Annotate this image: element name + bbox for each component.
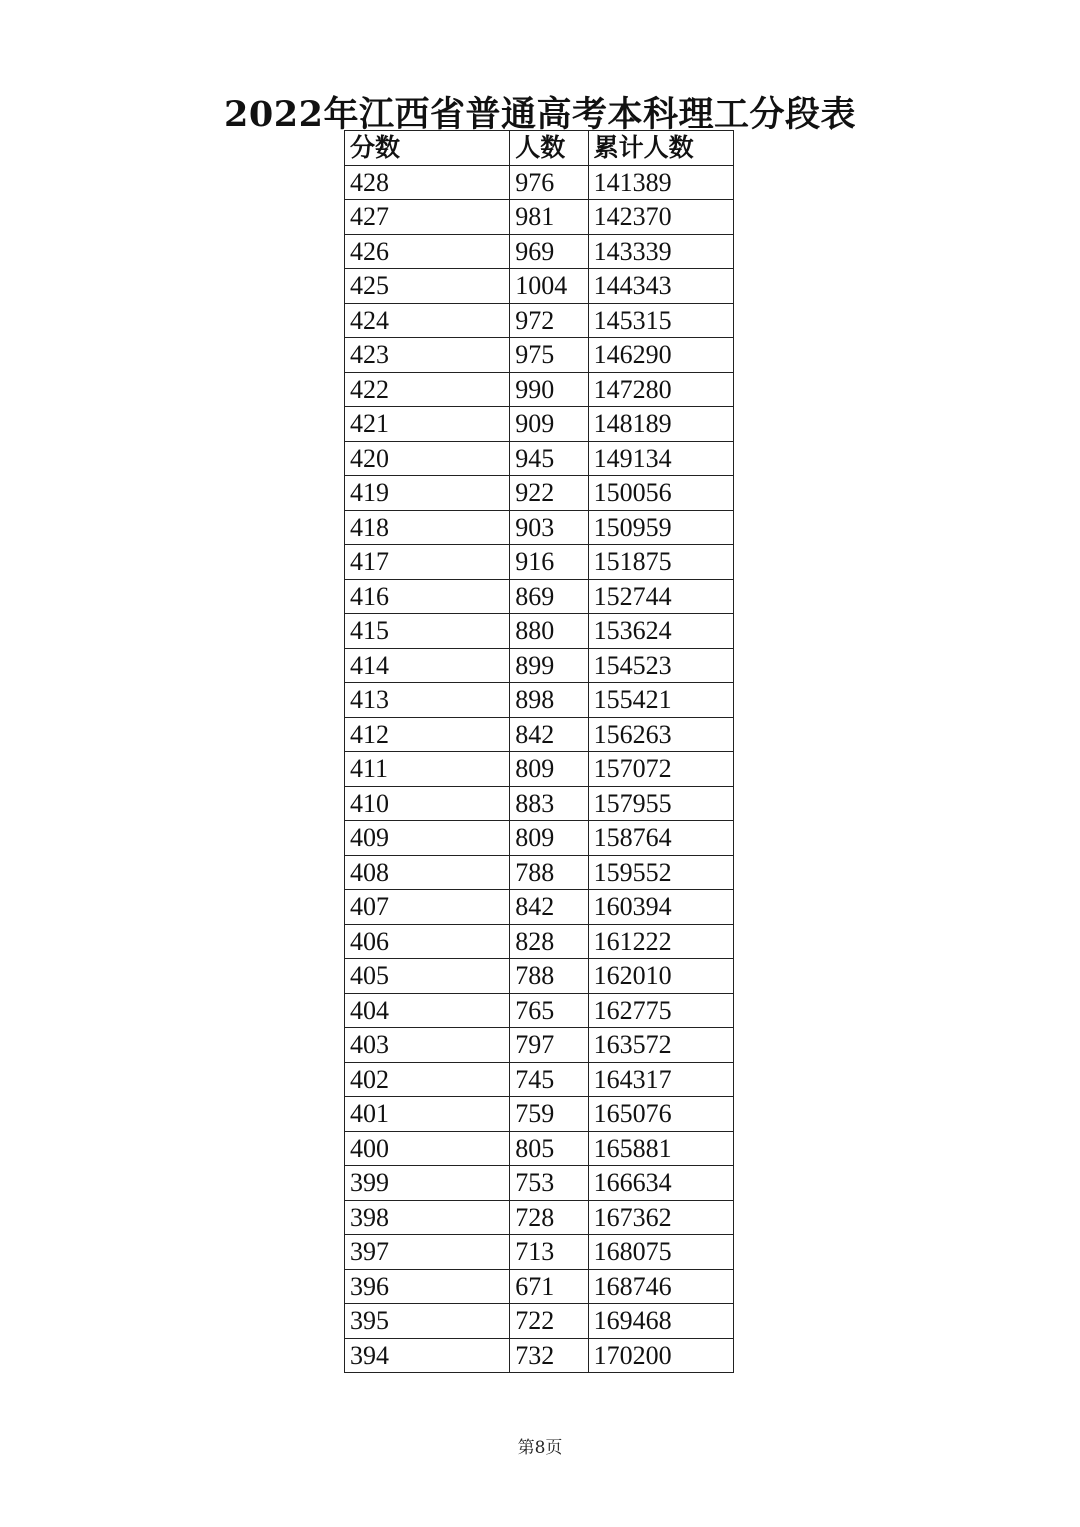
- count-cell: 922: [510, 476, 588, 511]
- cumulative-cell: 144343: [588, 269, 733, 304]
- score-cell: 400: [345, 1131, 510, 1166]
- count-cell: 981: [510, 200, 588, 235]
- score-cell: 424: [345, 303, 510, 338]
- score-cell: 403: [345, 1028, 510, 1063]
- cumulative-cell: 162010: [588, 959, 733, 994]
- table-row: [345, 579, 734, 614]
- score-cell: 411: [345, 752, 510, 787]
- cumulative-cell: 150056: [588, 476, 733, 511]
- table-row: [345, 855, 734, 890]
- cumulative-cell: 143339: [588, 234, 733, 269]
- table-row: [345, 200, 734, 235]
- table-row: [345, 510, 734, 545]
- count-cell: 745: [510, 1062, 588, 1097]
- cumulative-cell: 142370: [588, 200, 733, 235]
- table-row: [345, 1062, 734, 1097]
- score-cell: 410: [345, 786, 510, 821]
- score-cell: 425: [345, 269, 510, 304]
- score-cell: 416: [345, 579, 510, 614]
- score-cell: 399: [345, 1166, 510, 1201]
- table-row: [345, 717, 734, 752]
- count-cell: 765: [510, 993, 588, 1028]
- cumulative-cell: 162775: [588, 993, 733, 1028]
- score-cell: 418: [345, 510, 510, 545]
- count-cell: 969: [510, 234, 588, 269]
- cumulative-cell: 148189: [588, 407, 733, 442]
- count-cell: 797: [510, 1028, 588, 1063]
- cumulative-cell: 151875: [588, 545, 733, 580]
- table-row: [345, 545, 734, 580]
- score-cell: 420: [345, 441, 510, 476]
- count-cell: 728: [510, 1200, 588, 1235]
- score-cell: 423: [345, 338, 510, 373]
- table-row: [345, 441, 734, 476]
- table-body: [345, 165, 734, 1373]
- cumulative-cell: 157072: [588, 752, 733, 787]
- score-cell: 405: [345, 959, 510, 994]
- cumulative-cell: 145315: [588, 303, 733, 338]
- count-cell: 805: [510, 1131, 588, 1166]
- table-row: [345, 752, 734, 787]
- count-cell: 990: [510, 372, 588, 407]
- table-row: [345, 1235, 734, 1270]
- table-row: [345, 1131, 734, 1166]
- table-row: [345, 1338, 734, 1373]
- table-row: [345, 303, 734, 338]
- table-row: [345, 1304, 734, 1339]
- cumulative-cell: 150959: [588, 510, 733, 545]
- count-cell: 869: [510, 579, 588, 614]
- count-cell: 909: [510, 407, 588, 442]
- score-cell: 414: [345, 648, 510, 683]
- score-table: [344, 130, 734, 1373]
- score-cell: 413: [345, 683, 510, 718]
- cumulative-cell: 165076: [588, 1097, 733, 1132]
- cumulative-cell: 156263: [588, 717, 733, 752]
- count-cell: 1004: [510, 269, 588, 304]
- cumulative-cell: 164317: [588, 1062, 733, 1097]
- page-number: 第8页: [517, 1438, 563, 1458]
- count-cell: 916: [510, 545, 588, 580]
- table-row: [345, 234, 734, 269]
- cumulative-cell: 160394: [588, 890, 733, 925]
- table-row: [345, 959, 734, 994]
- score-cell: 397: [345, 1235, 510, 1270]
- count-cell: 842: [510, 890, 588, 925]
- count-cell: 732: [510, 1338, 588, 1373]
- table-row: [345, 372, 734, 407]
- score-cell: 409: [345, 821, 510, 856]
- table-row: [345, 683, 734, 718]
- table-row: [345, 993, 734, 1028]
- table-header: [345, 131, 734, 166]
- table-row: [345, 648, 734, 683]
- count-cell: 898: [510, 683, 588, 718]
- cumulative-cell: 167362: [588, 1200, 733, 1235]
- count-cell: 671: [510, 1269, 588, 1304]
- cumulative-cell: 147280: [588, 372, 733, 407]
- count-cell: 753: [510, 1166, 588, 1201]
- cumulative-cell: 163572: [588, 1028, 733, 1063]
- count-cell: 828: [510, 924, 588, 959]
- cumulative-cell: 157955: [588, 786, 733, 821]
- cumulative-cell: 154523: [588, 648, 733, 683]
- score-cell: 408: [345, 855, 510, 890]
- header-cumulative: 累计人数: [588, 131, 733, 166]
- count-cell: 945: [510, 441, 588, 476]
- score-cell: 421: [345, 407, 510, 442]
- header-row: [345, 131, 734, 166]
- count-cell: 842: [510, 717, 588, 752]
- cumulative-cell: 153624: [588, 614, 733, 649]
- table-row: [345, 1097, 734, 1132]
- score-cell: 402: [345, 1062, 510, 1097]
- cumulative-cell: 159552: [588, 855, 733, 890]
- count-cell: 809: [510, 821, 588, 856]
- cumulative-cell: 169468: [588, 1304, 733, 1339]
- cumulative-cell: 165881: [588, 1131, 733, 1166]
- cumulative-cell: 168746: [588, 1269, 733, 1304]
- count-cell: 883: [510, 786, 588, 821]
- table-row: [345, 338, 734, 373]
- count-cell: 899: [510, 648, 588, 683]
- cumulative-cell: 158764: [588, 821, 733, 856]
- score-cell: 406: [345, 924, 510, 959]
- count-cell: 788: [510, 855, 588, 890]
- score-cell: 404: [345, 993, 510, 1028]
- cumulative-cell: 141389: [588, 165, 733, 200]
- score-cell: 398: [345, 1200, 510, 1235]
- score-cell: 407: [345, 890, 510, 925]
- count-cell: 972: [510, 303, 588, 338]
- score-cell: 415: [345, 614, 510, 649]
- count-cell: 809: [510, 752, 588, 787]
- table-row: [345, 407, 734, 442]
- table-row: [345, 165, 734, 200]
- table-row: [345, 1166, 734, 1201]
- table-row: [345, 786, 734, 821]
- table-row: [345, 924, 734, 959]
- score-cell: 422: [345, 372, 510, 407]
- count-cell: 759: [510, 1097, 588, 1132]
- table-row: [345, 890, 734, 925]
- cumulative-cell: 170200: [588, 1338, 733, 1373]
- score-cell: 412: [345, 717, 510, 752]
- count-cell: 903: [510, 510, 588, 545]
- score-cell: 428: [345, 165, 510, 200]
- score-cell: 394: [345, 1338, 510, 1373]
- table-row: [345, 1200, 734, 1235]
- table-row: [345, 1028, 734, 1063]
- score-cell: 395: [345, 1304, 510, 1339]
- count-cell: 976: [510, 165, 588, 200]
- count-cell: 713: [510, 1235, 588, 1270]
- table-row: [345, 821, 734, 856]
- score-cell: 401: [345, 1097, 510, 1132]
- score-cell: 417: [345, 545, 510, 580]
- cumulative-cell: 155421: [588, 683, 733, 718]
- page-title: 2022年江西省普通高考本科理工分段表: [224, 94, 856, 136]
- count-cell: 975: [510, 338, 588, 373]
- header-score: 分数: [345, 131, 510, 166]
- score-cell: 419: [345, 476, 510, 511]
- table-row: [345, 614, 734, 649]
- table-row: [345, 269, 734, 304]
- score-cell: 426: [345, 234, 510, 269]
- cumulative-cell: 168075: [588, 1235, 733, 1270]
- count-cell: 788: [510, 959, 588, 994]
- cumulative-cell: 152744: [588, 579, 733, 614]
- cumulative-cell: 146290: [588, 338, 733, 373]
- table-row: [345, 1269, 734, 1304]
- cumulative-cell: 161222: [588, 924, 733, 959]
- score-cell: 427: [345, 200, 510, 235]
- header-count: 人数: [510, 131, 588, 166]
- count-cell: 722: [510, 1304, 588, 1339]
- cumulative-cell: 149134: [588, 441, 733, 476]
- count-cell: 880: [510, 614, 588, 649]
- table-row: [345, 476, 734, 511]
- cumulative-cell: 166634: [588, 1166, 733, 1201]
- score-cell: 396: [345, 1269, 510, 1304]
